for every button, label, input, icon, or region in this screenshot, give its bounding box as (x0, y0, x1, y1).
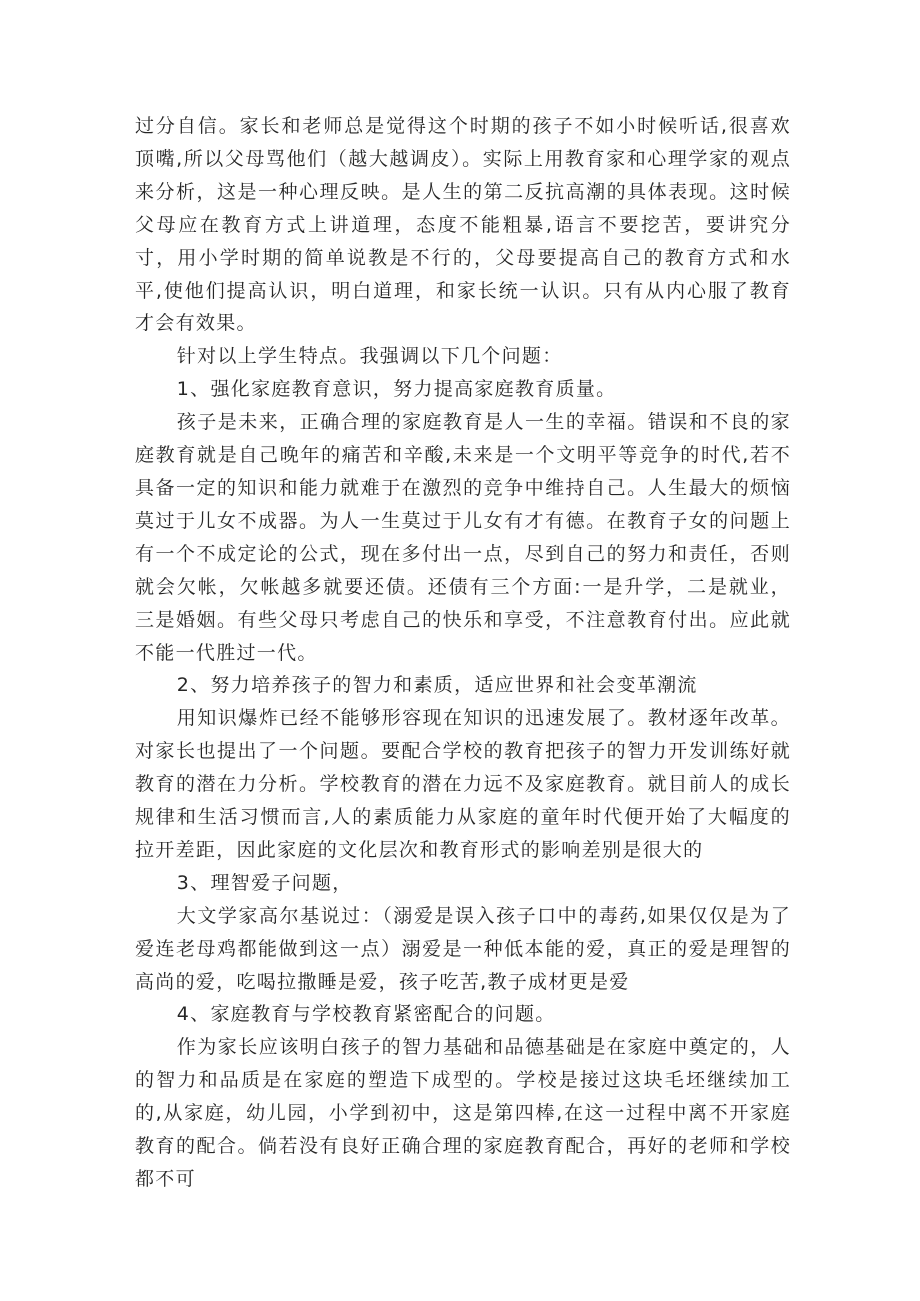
paragraph-section-3: 大文学家高尔基说过：（溺爱是误入孩子口中的毒药,如果仅仅是为了爱连老母鸡都能做到这一点）溺爱是一种低本能的爱，真正的爱是理智的高尚的爱，吃喝拉撒睡是爱，孩子吃苦,教子成材更是爱 (135, 904, 791, 993)
section-heading-2: 2、努力培养孩子的智力和素质，适应世界和社会变革潮流 (176, 674, 698, 697)
section-heading-3: 3、理智爱子问题， (176, 871, 353, 894)
document-page (135, 110, 791, 1196)
section-heading-4: 4、家庭教育与学校教育紧密配合的问题。 (176, 1003, 556, 1026)
paragraph-section-4: 作为家长应该明白孩子的智力基础和品德基础是在家庭中奠定的，人的智力和品质是在家庭的塑造下成型的。学校是接过这块毛坯继续加工的,从家庭，幼儿园，小学到初中，这是第四棒,在这一过程中离不开家庭教育的配合。倘若没有良好正确合理的家庭教育配合，再好的老师和学校都不可 (135, 1036, 791, 1190)
paragraph-section-1: 孩子是未来，正确合理的家庭教育是人一生的幸福。错误和不良的家庭教育就是自己晚年的痛苦和辛酸,未来是一个文明平等竞争的时代,若不具备一定的知识和能力就难于在激烈的竞争中维持自己。人生最大的烦恼莫过于儿女不成器。为人一生莫过于儿女有才有德。在教育子女的问题上有一个不成定论的公式，现在多付出一点，尽到自己的努力和责任，否则就会欠帐，欠帐越多就要还债。还债有三个方面:一是升学，二是就业，三是婚姻。有些父母只考虑自己的快乐和享受，不注意教育付出。应此就不能一代胜过一代。 (135, 411, 791, 664)
paragraph-intro: 针对以上学生特点。我强调以下几个问题： (176, 345, 563, 368)
section-heading-1: 1、强化家庭教育意识，努力提高家庭教育质量。 (176, 378, 617, 401)
paragraph-continuation: 过分自信。家长和老师总是觉得这个时期的孩子不如小时候听话,很喜欢顶嘴,所以父母骂他们（越大越调皮）。实际上用教育家和心理学家的观点来分析，这是一种心理反映。是人生的第二反抗高潮的具体表现。这时候父母应在教育方式上讲道理，态度不能粗暴,语言不要挖苦，要讲究分寸，用小学时期的简单说教是不行的，父母要提高自己的教育方式和水平,使他们提高认识，明白道理，和家长统一认识。只有从内心服了教育才会有效果。 (135, 115, 791, 335)
paragraph-section-2: 用知识爆炸已经不能够形容现在知识的迅速发展了。教材逐年改革。对家长也提出了一个问题。要配合学校的教育把孩子的智力开发训练好就教育的潜在力分析。学校教育的潜在力远不及家庭教育。就目前人的成长规律和生活习惯而言,人的素质能力从家庭的童年时代便开始了大幅度的拉开差距，因此家庭的文化层次和教育形式的影响差别是很大的 (135, 707, 791, 861)
